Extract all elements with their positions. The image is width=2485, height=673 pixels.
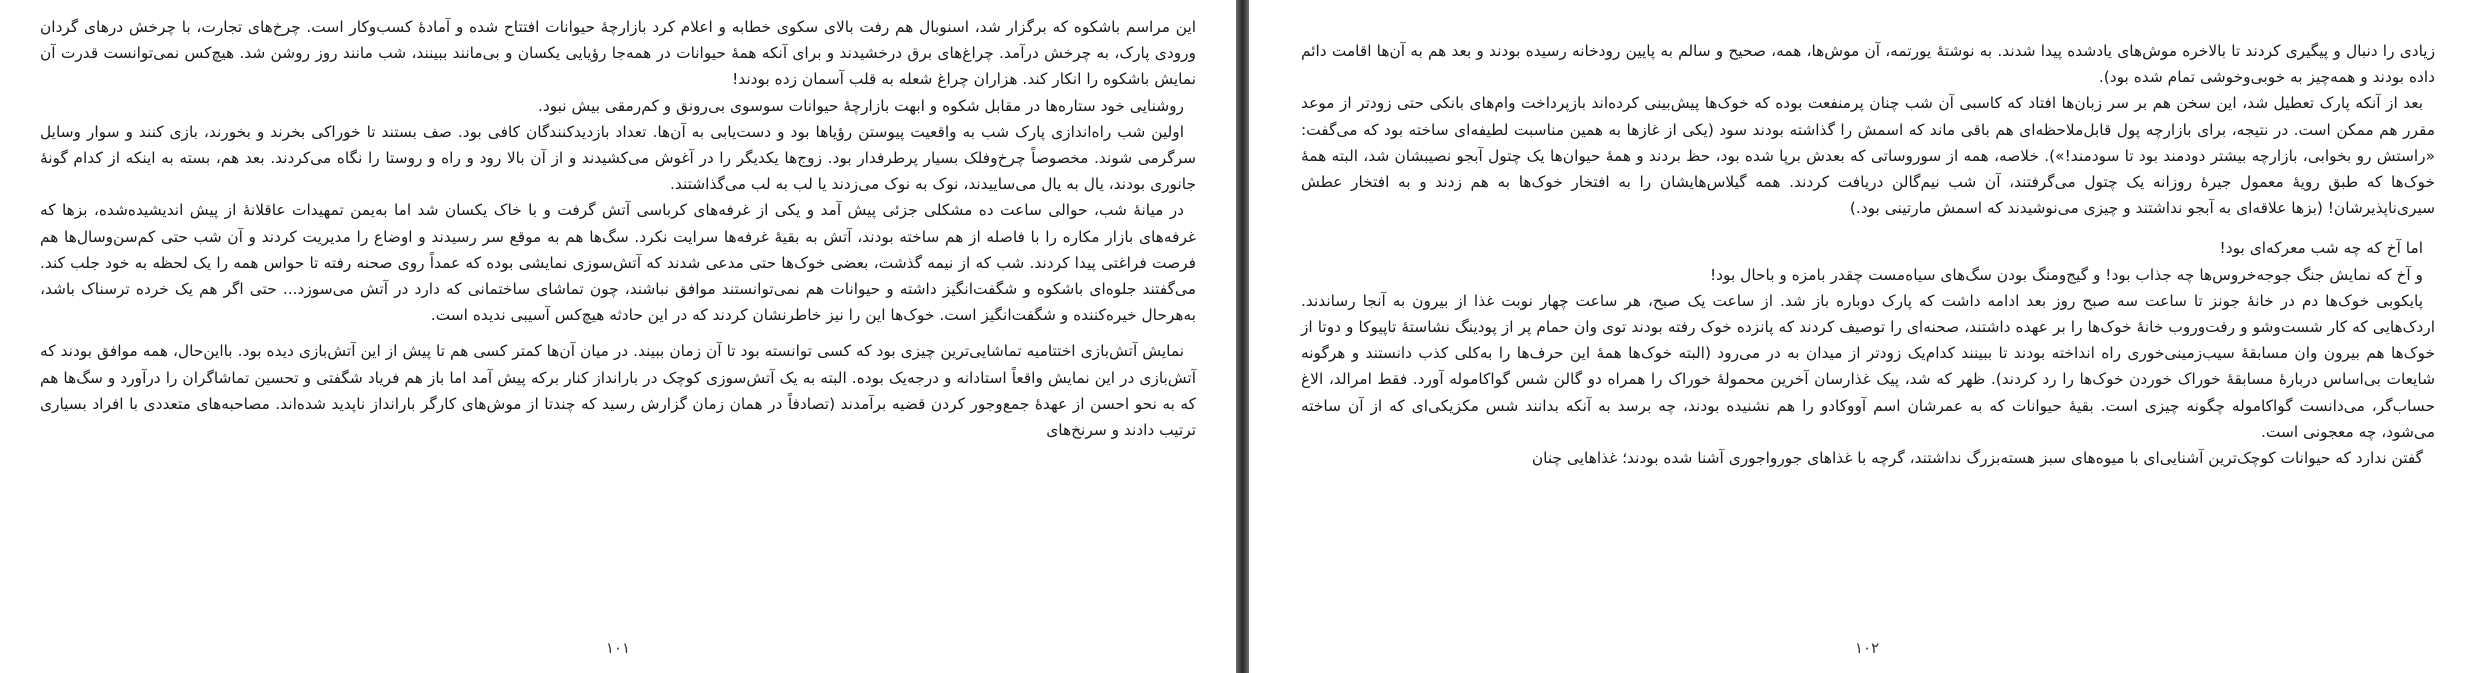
left-page-text: [40, 14, 1196, 443]
right-page-text: [1301, 38, 2435, 471]
paragraph: نمایش آتش‌بازی اختتامیه تماشایی‌ترین چیزی بود که کسی توانسته بود تا آن زمان ببیند. در میان آن‌ها کمتر کسی هم تا پیش از این آتش‌بازی دیده بود. بااین‌حال، همه موافق بودند که آتش‌بازی در این نمایش واقعاً استادانه و درجه‌یک بوده. البته به یک آتش‌سوزی کوچک در بارانداز کنار برکه پیش آمد اما باز هم فریاد شگفتی و تحسین تماشاگران را درآورد و سگ‌ها هم که به نحو احسن از عهدهٔ جمع‌وجور کردن قضیه برآمدند (تصادفاً در همان زمان گزارش رسید که چندتا از موش‌های کارگر بارانداز ناپدید شده‌اند. مصاحبه‌های متعددی با افراد بسیاری ترتیب دادند و سرنخ‌های: [40, 342, 1196, 440]
paragraph: زیادی را دنبال و پیگیری کردند تا بالاخره موش‌های یادشده پیدا شدند. به نوشتهٔ یورتمه، آن موش‌ها، همه، صحیح و سالم به پایین رودخانه رسیده بودند و بعد هم به آن‌ها اقامت دائم داده بودند و همه‌چیز به خوبی‌وخوشی تمام شده بود).: [1301, 42, 2435, 87]
page-number: ۱۰۱: [605, 639, 631, 657]
paragraph: در میانهٔ شب، حوالی ساعت ده مشکلی جزئی پیش آمد و یکی از غرفه‌های کرباسی آتش گرفت و با خاک یکسان شد اما به‌یمن تمهیدات عاقلانهٔ از پیش اندیشیده‌شده، بزها که غرفه‌های بازار مکاره را با فاصله از هم ساخته بودند، آتش به بقیهٔ غرفه‌ها سرایت نکرد. سگ‌ها هم به موقع سر رسیدند و اوضاع را مدیریت کردند و آن شب حتی کم‌سن‌وسال‌ها هم فرصت فراغتی پیدا کردند. شب که از نیمه گذشت، بعضی خوک‌ها حتی مدعی شدند که آتش‌سوزی نمایشی بوده که عمداً روی صحنه رفته تا حواس همه را یک لحظه به خود جلب کند. می‌گفتند جلوه‌ای باشکوه و شگفت‌انگیز داشته و حیوانات هم نمی‌توانستند موافق نباشند، چون تماشای ساختمانی که دارد در آتش می‌سوزد... حتی اگر هم یک خرده ترسناک باشد، به‌هرحال خیره‌کننده و شگفت‌انگیز است. خوک‌ها این را نیز خاطرنشان کردند که در این حادثه هیچ‌کس آسیبی ندیده است.: [40, 201, 1196, 325]
paragraph: اما آخ که چه شب معرکه‌ای بود!: [2219, 239, 2423, 258]
paragraph: بعد از آنکه پارک تعطیل شد، این سخن هم بر سر زبان‌ها افتاد که کاسبی آن شب چنان پرمنفعت بوده که خوک‌ها پیش‌بینی کرده‌اند بازپرداخت وام‌های بانکی حتی زودتر از موعد مقرر هم ممکن است. در نتیجه، برای بازارچه پول قابل‌ملاحظه‌ای هم باقی ماند که اسمش را گذاشته بودند سود (یکی از غازها به همین مناسبت لطیفه‌ای ساخته بود که می‌گفت: «راستش رو بخوابی، بازارچه بیشتر دودمند بود تا سودمند!»). خلاصه، همه از سوروساتی که بعدش برپا شده بود، حظ بردند و همهٔ حیوان‌ها یک چتول آبجو نصیبشان شد، البته همهٔ خوک‌ها که طبق رویهٔ معمول جیرهٔ روزانه یک چتول می‌گرفتند، آن شب نیم‌گالن دریافت کردند. همه گیلاس‌هایشان را به افتخار خوک‌ها به هم زدند و به افتخار عطش سیری‌ناپذیرشان! (بزها علاقه‌ای به آبجو نداشتند و چیزی می‌نوشیدند که اسمش مارتینی بود.): [1301, 94, 2435, 218]
right-page: [1249, 0, 2485, 673]
page-number: ۱۰۲: [1854, 639, 1880, 657]
paragraph: روشنایی خود ستاره‌ها در مقابل شکوه و ابهت بازارچهٔ حیوانات سوسوی بی‌رونق و کم‌رمقی بیش نبود.: [537, 96, 1184, 115]
paragraph: و آخ که نمایش جنگ جوجه‌خروس‌ها چه جذاب بود! و گیج‌ومنگ بودن سگ‌های سیاه‌مست چقدر بامزه و باحال بود!: [1710, 265, 2423, 284]
left-page: [0, 0, 1236, 673]
book-gutter: [1236, 0, 1249, 673]
paragraph: گفتن ندارد که حیوانات کوچک‌ترین آشنایی‌ای با میوه‌های سبز هسته‌بزرگ نداشتند، گرچه با غذاهای جوروا‌جوری آشنا شده بودند؛ غذاهایی چنان: [1531, 449, 2423, 468]
paragraph: اولین شب راه‌اندازی پارک شب به واقعیت پیوستن رؤیاها بود و دست‌یابی به آن‌ها. تعداد بازدیدکنندگان کافی بود. صف بستند تا خوراکی بخرند و بخورند، بازی کنند و سوار وسایل سرگرمی شوند. مخصوصاً چرخ‌وفلک بسیار پرطرفدار بود. زوج‌ها یکدیگر را در آغوش می‌کشیدند و از آن بالا رود و راه و روستا را نگاه می‌کردند. بعد هم، بسته به اینکه از کدام گونهٔ جانوری بودند، یال به یال می‌ساییدند، نوک به نوک می‌زدند یا لب به لب می‌گذاشتند.: [40, 122, 1196, 194]
paragraph: پایکوبی خوک‌ها دم در خانهٔ جونز تا ساعت سه صبح روز بعد ادامه داشت که پارک دوباره باز شد. از ساعت یک صبح، هر ساعت چهار نوبت غذا از بیرون به آنجا رساندند. اردک‌هایی که کار شست‌وشو و رفت‌وروب خانهٔ خوک‌ها را بر عهده داشتند، صحنه‌ای را توصیف کردند که پانزده خوک رفته بودند توی وان حمام پر از پودینگ نشاستهٔ تاپیوکا و دوتا از خوک‌ها هم بیرون وان مسابقهٔ سیب‌زمینی‌خوری راه انداخته بودند تا ببینند کدام‌یک زودتر از میدان به در می‌رود (البته خوک‌ها همهٔ این حرف‌ها را به‌کلی کذب دانستند و هرگونه شایعات بی‌اساس دربارهٔ مسابقهٔ خوراک خوردن خوک‌ها را رد کردند). ظهر که شد، پیک غذارسان آخرین محمولهٔ خوراک را همراه دو گالن شس گواکاموله آورد. فقط امرالد، الاغ حساب‌گر، می‌دانست گواکاموله چگونه چیزی است. بقیهٔ حیوانات که به عمرشان اسم آووکادو را هم نشنیده بودند، چه برسد به آنکه بدانند شس مکزیکی‌ای که از آن ساخته می‌شود، چه معجونی است.: [1301, 291, 2435, 441]
paragraph: این مراسم باشکوه که برگزار شد، اسنوبال هم رفت بالای سکوی خطابه و اعلام کرد بازارچهٔ حیوانات افتتاح شده و آمادهٔ کسب‌وکار است. چرخ‌های تجارت، با چرخش درهای گردان ورودی پارک، به چرخش درآمد. چراغ‌های برق درخشیدند و برای آنکه همهٔ حیوانات در همه‌جا رؤیایی یکسان و بی‌مانند ببینند، شب مانند روز روشن شد. هیچ‌کس نمی‌توانست قدرت آن نمایش باشکوه را انکار کند. هزاران چراغ شعله به قلب آسمان زده بودند!: [40, 18, 1196, 89]
